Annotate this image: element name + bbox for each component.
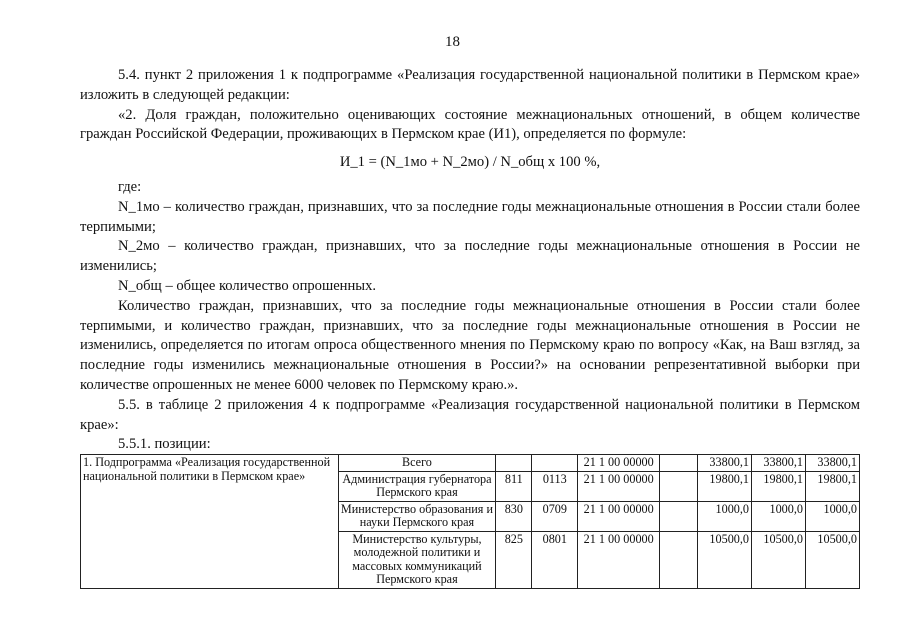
table-row bbox=[81, 455, 860, 472]
budget-table-wrap bbox=[80, 454, 860, 589]
row-name: Министерство образования и науки Пермского края bbox=[338, 501, 496, 531]
value-1-cell: 1000,0 bbox=[698, 501, 752, 531]
value-2-cell: 19800,1 bbox=[752, 471, 806, 501]
value-3-cell: 10500,0 bbox=[805, 531, 859, 588]
formula: И_1 = (N_1мо + N_2мо) / N_общ x 100 %, bbox=[339, 154, 601, 171]
vr-cell bbox=[660, 501, 698, 531]
value-1-cell: 19800,1 bbox=[698, 471, 752, 501]
value-3-cell: 19800,1 bbox=[805, 471, 859, 501]
paragraph-method: Количество граждан, признавших, что за последние годы межнациональные отношения в России стали более терпимыми, и количество граждан, признавших, что за последние годы межнациональные отношения в России не изменились, определяется по итогам опроса общественного мнения по Пермскому краю по вопросу «Как, на Ваш взгляд, за последние годы изменились межнациональные отношения в России?» на основании репрезентативной выборки при количестве опрошенных не менее 6000 человек по Пермскому краю.». bbox=[80, 297, 860, 393]
value-2-cell: 10500,0 bbox=[752, 531, 806, 588]
grbs-cell bbox=[496, 455, 532, 472]
vr-cell bbox=[660, 455, 698, 472]
rzpr-cell: 0801 bbox=[532, 531, 578, 588]
rzpr-cell: 0113 bbox=[532, 471, 578, 501]
where-label: где: bbox=[118, 178, 142, 195]
paragraph-point-2: «2. Доля граждан, положительно оценивающих состояние межнациональных отношений, в общем количестве граждан Российской Федерации, проживающих в Пермском крае (И1), определяется по формуле: bbox=[80, 106, 860, 143]
rzpr-cell: 0709 bbox=[532, 501, 578, 531]
row-name: Министерство культуры, молодежной политики и массовых коммуникаций Пермского края bbox=[338, 531, 496, 588]
csr-cell: 21 1 00 00000 bbox=[578, 455, 660, 472]
grbs-cell: 825 bbox=[496, 531, 532, 588]
document-body bbox=[80, 66, 860, 455]
definition-n2: N_2мо – количество граждан, признавших, что за последние годы межнациональные отношения в России не изменились; bbox=[80, 238, 860, 275]
paragraph-5-5: 5.5. в таблице 2 приложения 4 к подпрограмме «Реализация государственной национальной политики в Пермском крае»: bbox=[80, 396, 860, 433]
value-1-cell: 10500,0 bbox=[698, 531, 752, 588]
row-name: Всего bbox=[338, 455, 496, 472]
value-3-cell: 1000,0 bbox=[805, 501, 859, 531]
value-2-cell: 33800,1 bbox=[752, 455, 806, 472]
csr-cell: 21 1 00 00000 bbox=[578, 531, 660, 588]
csr-cell: 21 1 00 00000 bbox=[578, 471, 660, 501]
csr-cell: 21 1 00 00000 bbox=[578, 501, 660, 531]
paragraph-5-5-1: 5.5.1. позиции: bbox=[118, 436, 211, 453]
definition-ntotal: N_общ – общее количество опрошенных. bbox=[118, 277, 377, 294]
grbs-cell: 830 bbox=[496, 501, 532, 531]
page-number: 18 bbox=[445, 34, 460, 50]
vr-cell bbox=[660, 471, 698, 501]
row-name: Администрация губернатора Пермского края bbox=[338, 471, 496, 501]
grbs-cell: 811 bbox=[496, 471, 532, 501]
value-1-cell: 33800,1 bbox=[698, 455, 752, 472]
definition-n1: N_1мо – количество граждан, признавших, что за последние годы межнациональные отношения в России стали более терпимыми; bbox=[80, 198, 860, 235]
rzpr-cell bbox=[532, 455, 578, 472]
vr-cell bbox=[660, 531, 698, 588]
value-2-cell: 1000,0 bbox=[752, 501, 806, 531]
budget-table bbox=[80, 454, 860, 589]
value-3-cell: 33800,1 bbox=[805, 455, 859, 472]
paragraph-5-4: 5.4. пункт 2 приложения 1 к подпрограмме «Реализация государственной национальной политики в Пермском крае» изложить в следующей редакции: bbox=[80, 67, 860, 103]
program-cell: 1. Подпрограмма «Реализация государственной национальной политики в Пермском крае» bbox=[81, 455, 339, 589]
